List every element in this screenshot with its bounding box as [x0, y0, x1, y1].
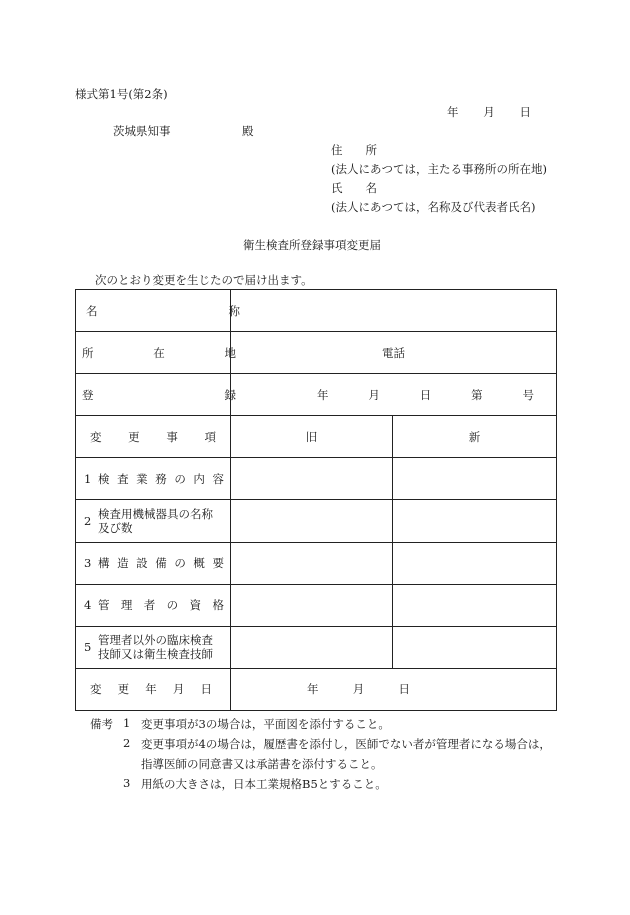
item-5-old[interactable]: [231, 626, 393, 668]
item-5-label: 5 管理者以外の臨床検査 技師又は衛生検査技師: [76, 626, 231, 668]
form-number: 様式第1号(第2条): [75, 87, 168, 101]
row-name: [76, 290, 557, 332]
name-note: (法人にあつては，名称及び代表者氏名): [331, 200, 536, 214]
old-header: 旧: [231, 416, 393, 458]
name-label: 氏 名: [331, 181, 377, 195]
name-label-cell: 名 称: [76, 290, 231, 332]
row-item-2: [76, 500, 557, 542]
item-3-label: 3 構 造 設 備 の 概 要: [76, 542, 231, 584]
note-2-continuation: 指導医師の同意書又は承諾書を添付すること。: [141, 757, 383, 771]
row-location: [76, 332, 557, 374]
name-field[interactable]: [231, 290, 557, 332]
note-3-text: 用紙の大きさは，日本工業規格B5とすること。: [141, 777, 387, 791]
note-1-number: 1: [123, 716, 131, 730]
date-year: 年: [447, 105, 459, 119]
address-label: 住 所: [331, 143, 377, 157]
change-form-table: [75, 289, 557, 711]
addressee: 茨城県知事: [113, 124, 171, 138]
change-date-field[interactable]: 年 月 日: [231, 668, 557, 710]
location-label-cell: 所 在 地: [76, 332, 231, 374]
item-2-old[interactable]: [231, 500, 393, 542]
change-date-label: 変 更 年 月 日: [76, 668, 231, 710]
item-4-new[interactable]: [393, 584, 557, 626]
note-2-text: 変更事項が4の場合は，履歴書を添付し，医師でない者が管理者になる場合は，: [141, 737, 551, 751]
document-title: 衛生検査所登録事項変更届: [243, 238, 381, 252]
location-field[interactable]: [231, 332, 557, 374]
date-line: [447, 104, 531, 120]
honorific: 殿: [242, 124, 254, 138]
change-item-header: 変 更 事 項: [76, 416, 231, 458]
item-3-old[interactable]: [231, 542, 393, 584]
notes-heading: 備考: [90, 717, 113, 731]
item-4-old[interactable]: [231, 584, 393, 626]
item-2-label: 2 検査用機械器具の名称 及び数: [76, 500, 231, 542]
note-2-number: 2: [123, 736, 131, 750]
address-note: (法人にあつては，主たる事務所の所在地): [331, 162, 547, 176]
row-item-5: [76, 626, 557, 668]
item-4-label: 4 管 理 者 の 資 格: [76, 584, 231, 626]
date-month: 月: [483, 105, 495, 119]
row-change-date: [76, 668, 557, 710]
note-1-text: 変更事項が3の場合は，平面図を添付すること。: [141, 717, 390, 731]
row-item-4: [76, 584, 557, 626]
item-1-new[interactable]: [393, 458, 557, 500]
item-1-label: 1 検 査 業 務 の 内 容: [76, 458, 231, 500]
intro-text: 次のとおり変更を生じたので届け出ます。: [95, 273, 313, 287]
item-5-new[interactable]: [393, 626, 557, 668]
date-day: 日: [519, 105, 531, 119]
note-3-number: 3: [123, 776, 131, 790]
item-1-old[interactable]: [231, 458, 393, 500]
registration-label-cell: 登 録: [76, 374, 231, 416]
registration-field[interactable]: 年 月 日 第 号: [231, 374, 557, 416]
row-header: [76, 416, 557, 458]
phone-label: 電話: [382, 345, 405, 360]
new-header: 新: [393, 416, 557, 458]
row-item-1: [76, 458, 557, 500]
item-3-new[interactable]: [393, 542, 557, 584]
row-registration: [76, 374, 557, 416]
item-2-new[interactable]: [393, 500, 557, 542]
row-item-3: [76, 542, 557, 584]
